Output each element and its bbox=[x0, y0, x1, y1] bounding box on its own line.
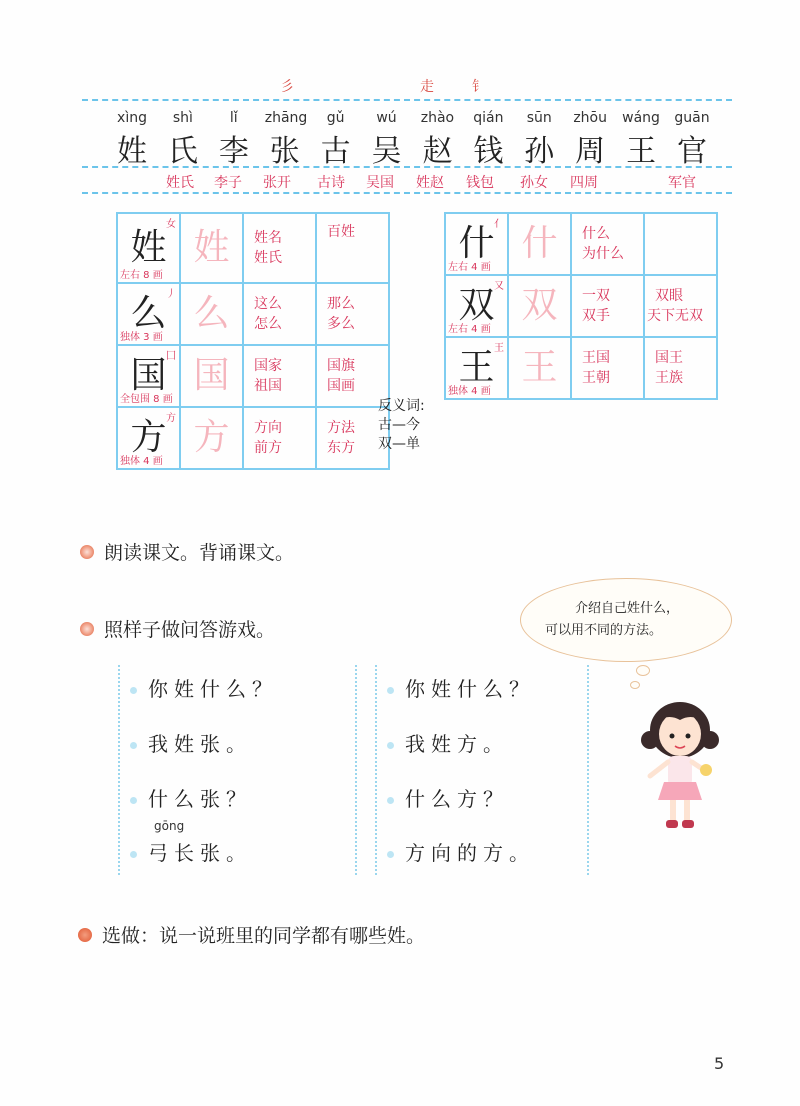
word: 方向 bbox=[254, 420, 282, 436]
pinyin: shì bbox=[172, 110, 193, 126]
character: 双 bbox=[458, 285, 495, 326]
radical: 丿 bbox=[166, 289, 176, 300]
pinyin: qián bbox=[473, 110, 504, 126]
pinyin: zhāng bbox=[264, 110, 308, 126]
antonym-box bbox=[378, 397, 425, 454]
words-cell bbox=[316, 283, 389, 345]
bubble-line: 介绍自己姓什么， bbox=[575, 601, 680, 616]
words-cell bbox=[243, 213, 316, 283]
word: 王族 bbox=[655, 370, 683, 386]
pinyin: gǔ bbox=[326, 110, 345, 126]
structure-label: 独体 3 画 bbox=[120, 332, 163, 343]
radical-label: 彡 bbox=[280, 79, 294, 95]
trace-cell bbox=[180, 213, 243, 283]
dialog-line: 我姓张。 bbox=[148, 732, 252, 756]
word: 双手 bbox=[582, 308, 610, 324]
word: 国画 bbox=[327, 378, 355, 394]
character: 国 bbox=[130, 355, 167, 396]
char-cell bbox=[445, 337, 508, 399]
word: 这么 bbox=[254, 296, 282, 312]
character: 官 bbox=[676, 134, 707, 169]
word: 王国 bbox=[582, 350, 610, 366]
rule-line bbox=[82, 192, 732, 194]
structure-label: 全包围 8 画 bbox=[120, 394, 173, 405]
radical-label: 走 bbox=[420, 79, 434, 95]
word: 多么 bbox=[327, 316, 355, 332]
word: 王朝 bbox=[582, 370, 610, 386]
dot-icon bbox=[387, 687, 394, 694]
dialog-line: 什么方？ bbox=[405, 787, 509, 811]
word: 钱包 bbox=[466, 175, 494, 191]
character: 古 bbox=[320, 134, 351, 169]
word: 天下无双 bbox=[647, 308, 703, 324]
character: 姓 bbox=[117, 134, 147, 169]
antonym-pair: 古—今 bbox=[378, 417, 420, 433]
character: 方 bbox=[130, 417, 167, 458]
char-cell bbox=[117, 283, 180, 345]
rule-line bbox=[82, 166, 732, 168]
trace-character: 么 bbox=[193, 293, 230, 334]
word: 为什么 bbox=[582, 246, 624, 262]
word: 百姓 bbox=[327, 224, 355, 240]
word: 一双 bbox=[582, 288, 610, 304]
word: 东方 bbox=[327, 440, 355, 456]
dot-icon bbox=[387, 742, 394, 749]
radical: 囗 bbox=[166, 351, 176, 362]
trace-cell bbox=[180, 345, 243, 407]
trace-cell bbox=[180, 283, 243, 345]
pinyin-annotation: gōng bbox=[154, 819, 185, 833]
bullet-icon bbox=[80, 622, 94, 636]
word: 前方 bbox=[254, 440, 282, 456]
bullet-icon bbox=[80, 545, 94, 559]
thought-bubble-text bbox=[545, 598, 679, 642]
word: 什么 bbox=[582, 226, 610, 242]
antonym-title: 反义词: bbox=[378, 398, 425, 414]
radical: 王 bbox=[494, 343, 504, 354]
rule-line bbox=[82, 99, 732, 101]
character: 王 bbox=[626, 134, 657, 169]
structure-label: 独体 4 画 bbox=[120, 456, 163, 467]
trace-character: 王 bbox=[521, 347, 558, 388]
bubble-dot bbox=[636, 665, 650, 676]
dialog-line: 什么张？ bbox=[148, 787, 252, 811]
word: 姓赵 bbox=[416, 175, 444, 191]
trace-cell bbox=[180, 407, 243, 469]
bullet-icon bbox=[78, 928, 92, 942]
character: 王 bbox=[458, 347, 495, 388]
word: 孙女 bbox=[520, 175, 548, 191]
structure-label: 左右 4 画 bbox=[448, 262, 491, 273]
word: 军官 bbox=[668, 175, 696, 191]
pinyin: xìng bbox=[117, 110, 147, 126]
girl-illustration bbox=[630, 690, 730, 840]
dot-icon bbox=[130, 851, 137, 858]
character: 吴 bbox=[371, 134, 402, 169]
structure-label: 左右 4 画 bbox=[448, 324, 491, 335]
words-cell bbox=[243, 345, 316, 407]
character: 什 bbox=[458, 223, 495, 264]
dialog-line: 我姓方。 bbox=[405, 732, 509, 756]
word: 李子 bbox=[214, 175, 242, 191]
word: 祖国 bbox=[254, 378, 282, 394]
trace-character: 双 bbox=[521, 285, 558, 326]
character: 钱 bbox=[473, 134, 504, 169]
word: 古诗 bbox=[317, 175, 345, 191]
instruction-read: 朗读课文。背诵课文。 bbox=[104, 542, 295, 564]
pinyin-row bbox=[112, 110, 712, 126]
instruction-optional: 选做：说一说班里的同学都有哪些姓。 bbox=[102, 925, 426, 947]
word: 那么 bbox=[327, 296, 355, 312]
words-cell bbox=[316, 213, 389, 283]
char-cell bbox=[445, 275, 508, 337]
radical: 方 bbox=[166, 413, 176, 424]
instruction-qa: 照样子做问答游戏。 bbox=[104, 619, 276, 641]
char-cell bbox=[117, 345, 180, 407]
antonym-pair: 双—单 bbox=[378, 436, 420, 452]
word: 张开 bbox=[263, 175, 291, 191]
dialog-line: 弓长张。 bbox=[148, 841, 252, 865]
char-cell bbox=[117, 213, 180, 283]
dialog-line: 你姓什么？ bbox=[405, 677, 535, 701]
character: 么 bbox=[130, 293, 167, 334]
word: 姓氏 bbox=[166, 175, 194, 191]
words-cell bbox=[243, 407, 316, 469]
trace-character: 方 bbox=[193, 417, 230, 458]
character-table-left bbox=[116, 212, 390, 470]
dialog-line: 你姓什么？ bbox=[148, 677, 278, 701]
char-cell bbox=[117, 407, 180, 469]
page-number: 5 bbox=[714, 1054, 725, 1073]
bubble-line: 可以用不同的方法。 bbox=[545, 623, 663, 638]
dialog-right bbox=[375, 665, 589, 875]
word: 怎么 bbox=[254, 316, 282, 332]
words-cell bbox=[644, 337, 717, 399]
radical-label: 钅 bbox=[472, 79, 486, 95]
word: 姓名 bbox=[254, 230, 282, 246]
word: 四周 bbox=[570, 175, 598, 191]
trace-character: 国 bbox=[193, 355, 230, 396]
radical: 又 bbox=[494, 281, 504, 292]
pinyin: sūn bbox=[526, 110, 552, 126]
character-row bbox=[112, 126, 712, 170]
character: 孙 bbox=[524, 134, 555, 169]
trace-character: 姓 bbox=[193, 227, 230, 268]
pinyin: wáng bbox=[622, 110, 660, 126]
words-cell bbox=[571, 275, 644, 337]
dot-icon bbox=[130, 742, 137, 749]
character: 周 bbox=[575, 134, 606, 169]
character: 姓 bbox=[130, 227, 167, 268]
character: 氏 bbox=[167, 134, 198, 169]
word: 吴国 bbox=[366, 175, 394, 191]
trace-cell bbox=[508, 337, 571, 399]
character: 张 bbox=[269, 134, 300, 169]
character: 李 bbox=[218, 134, 249, 169]
pinyin: lǐ bbox=[229, 110, 238, 126]
words-cell bbox=[644, 213, 717, 275]
words-cell bbox=[243, 283, 316, 345]
dot-icon bbox=[387, 797, 394, 804]
char-cell bbox=[445, 213, 508, 275]
word: 国家 bbox=[254, 358, 282, 374]
character-table-right bbox=[444, 212, 718, 400]
bubble-dot bbox=[630, 681, 640, 689]
trace-character: 什 bbox=[521, 223, 558, 264]
words-cell bbox=[571, 213, 644, 275]
trace-cell bbox=[508, 275, 571, 337]
pinyin: wú bbox=[376, 110, 397, 126]
dot-icon bbox=[130, 687, 137, 694]
word: 姓氏 bbox=[254, 250, 282, 266]
word: 方法 bbox=[327, 420, 355, 436]
words-cell bbox=[571, 337, 644, 399]
pinyin: guān bbox=[674, 110, 710, 126]
dot-icon bbox=[130, 797, 137, 804]
radical: 女 bbox=[166, 219, 176, 230]
word: 双眼 bbox=[655, 288, 683, 304]
words-cell bbox=[644, 275, 717, 337]
dot-icon bbox=[387, 851, 394, 858]
dialog-left bbox=[118, 665, 357, 875]
structure-label: 左右 8 画 bbox=[120, 270, 163, 281]
pinyin: zhōu bbox=[573, 110, 607, 126]
dialog-line: 方向的方。 bbox=[405, 841, 535, 865]
character: 赵 bbox=[422, 134, 453, 169]
word: 国旗 bbox=[327, 358, 355, 374]
structure-label: 独体 4 画 bbox=[448, 386, 491, 397]
pinyin: zhào bbox=[420, 110, 455, 126]
word: 国王 bbox=[655, 350, 683, 366]
radical: 亻 bbox=[494, 219, 504, 230]
trace-cell bbox=[508, 213, 571, 275]
